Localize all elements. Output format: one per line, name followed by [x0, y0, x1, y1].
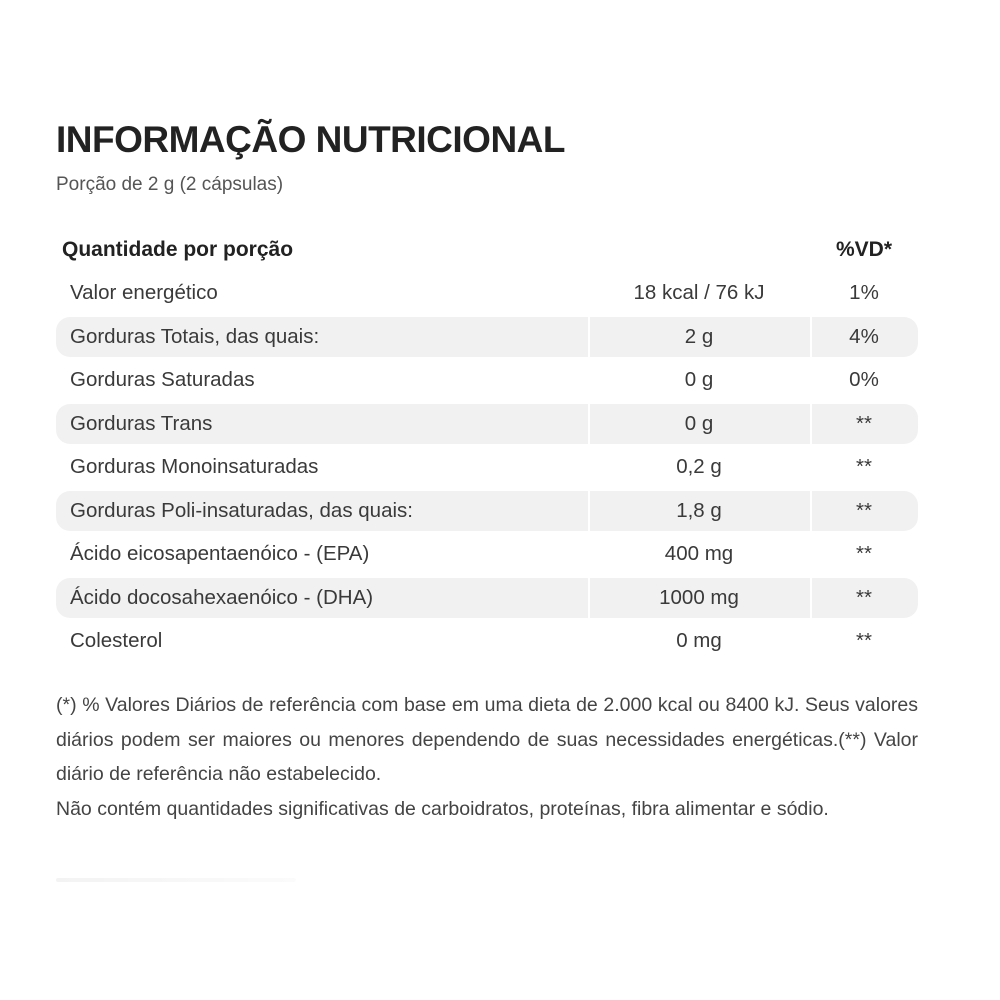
footnote-daily-values: (*) % Valores Diários de referência com base em uma dieta de 2.000 kcal ou 8400 kJ. Seus valores diários podem ser maiores ou menores dependendo de suas necessidades energéticas.(**) Valor diário de referência não estabelecido.	[56, 694, 918, 785]
nutrient-vd: **	[856, 498, 872, 522]
footnote-not-significant: Não contém quantidades significativas de carboidratos, proteínas, fibra alimentar e sódio.	[56, 797, 829, 820]
nutrient-quantity: 0,2 g	[676, 455, 722, 479]
table-header	[56, 228, 918, 272]
nutrient-vd: **	[856, 629, 872, 653]
nutrient-quantity: 0 g	[684, 368, 714, 392]
nutrient-quantity: 0 g	[684, 411, 714, 435]
nutrient-name: Gorduras Totais, das quais:	[70, 324, 320, 348]
table-row	[56, 272, 918, 316]
table-row	[56, 533, 918, 577]
nutrient-vd: 4%	[849, 324, 879, 348]
faint-divider	[56, 878, 296, 882]
nutrient-name: Valor energético	[70, 281, 218, 305]
nutrient-quantity: 400 mg	[664, 542, 734, 566]
nutrient-quantity: 1,8 g	[676, 498, 722, 522]
nutrient-vd: **	[856, 411, 872, 435]
nutrient-vd: **	[856, 585, 872, 609]
nutrient-name: Gorduras Poli-insaturadas, das quais:	[70, 498, 413, 522]
footnote	[56, 688, 918, 826]
nutrient-name: Ácido docosahexaenóico - (DHA)	[70, 585, 374, 609]
table-row	[56, 576, 918, 620]
nutrient-vd: **	[856, 455, 872, 479]
nutrient-name: Ácido eicosapentaenóico - (EPA)	[70, 542, 370, 566]
serving-size: Porção de 2 g (2 cápsulas)	[56, 174, 284, 195]
nutrient-name: Colesterol	[70, 629, 163, 653]
nutrient-quantity: 1000 mg	[659, 585, 739, 609]
nutrient-name: Gorduras Monoinsaturadas	[70, 455, 319, 479]
nutrient-quantity: 18 kcal / 76 kJ	[633, 281, 765, 305]
nutrient-vd: 0%	[849, 368, 879, 392]
nutrient-quantity: 2 g	[684, 324, 714, 348]
table-row	[56, 315, 918, 359]
table-row	[56, 620, 918, 664]
table-row	[56, 402, 918, 446]
nutrient-vd: 1%	[849, 281, 879, 305]
nutrient-name: Gorduras Saturadas	[70, 368, 255, 392]
table-row	[56, 359, 918, 403]
table-row	[56, 446, 918, 490]
header-vd-label: %VD*	[835, 237, 893, 261]
nutrient-vd: **	[856, 542, 872, 566]
table-row	[56, 489, 918, 533]
nutrition-table	[56, 228, 918, 663]
header-quantity-label: Quantidade por porção	[62, 237, 294, 261]
nutrient-quantity: 0 mg	[676, 629, 722, 653]
nutrient-name: Gorduras Trans	[70, 411, 213, 435]
label-title: INFORMAÇÃO NUTRICIONAL	[56, 119, 566, 160]
